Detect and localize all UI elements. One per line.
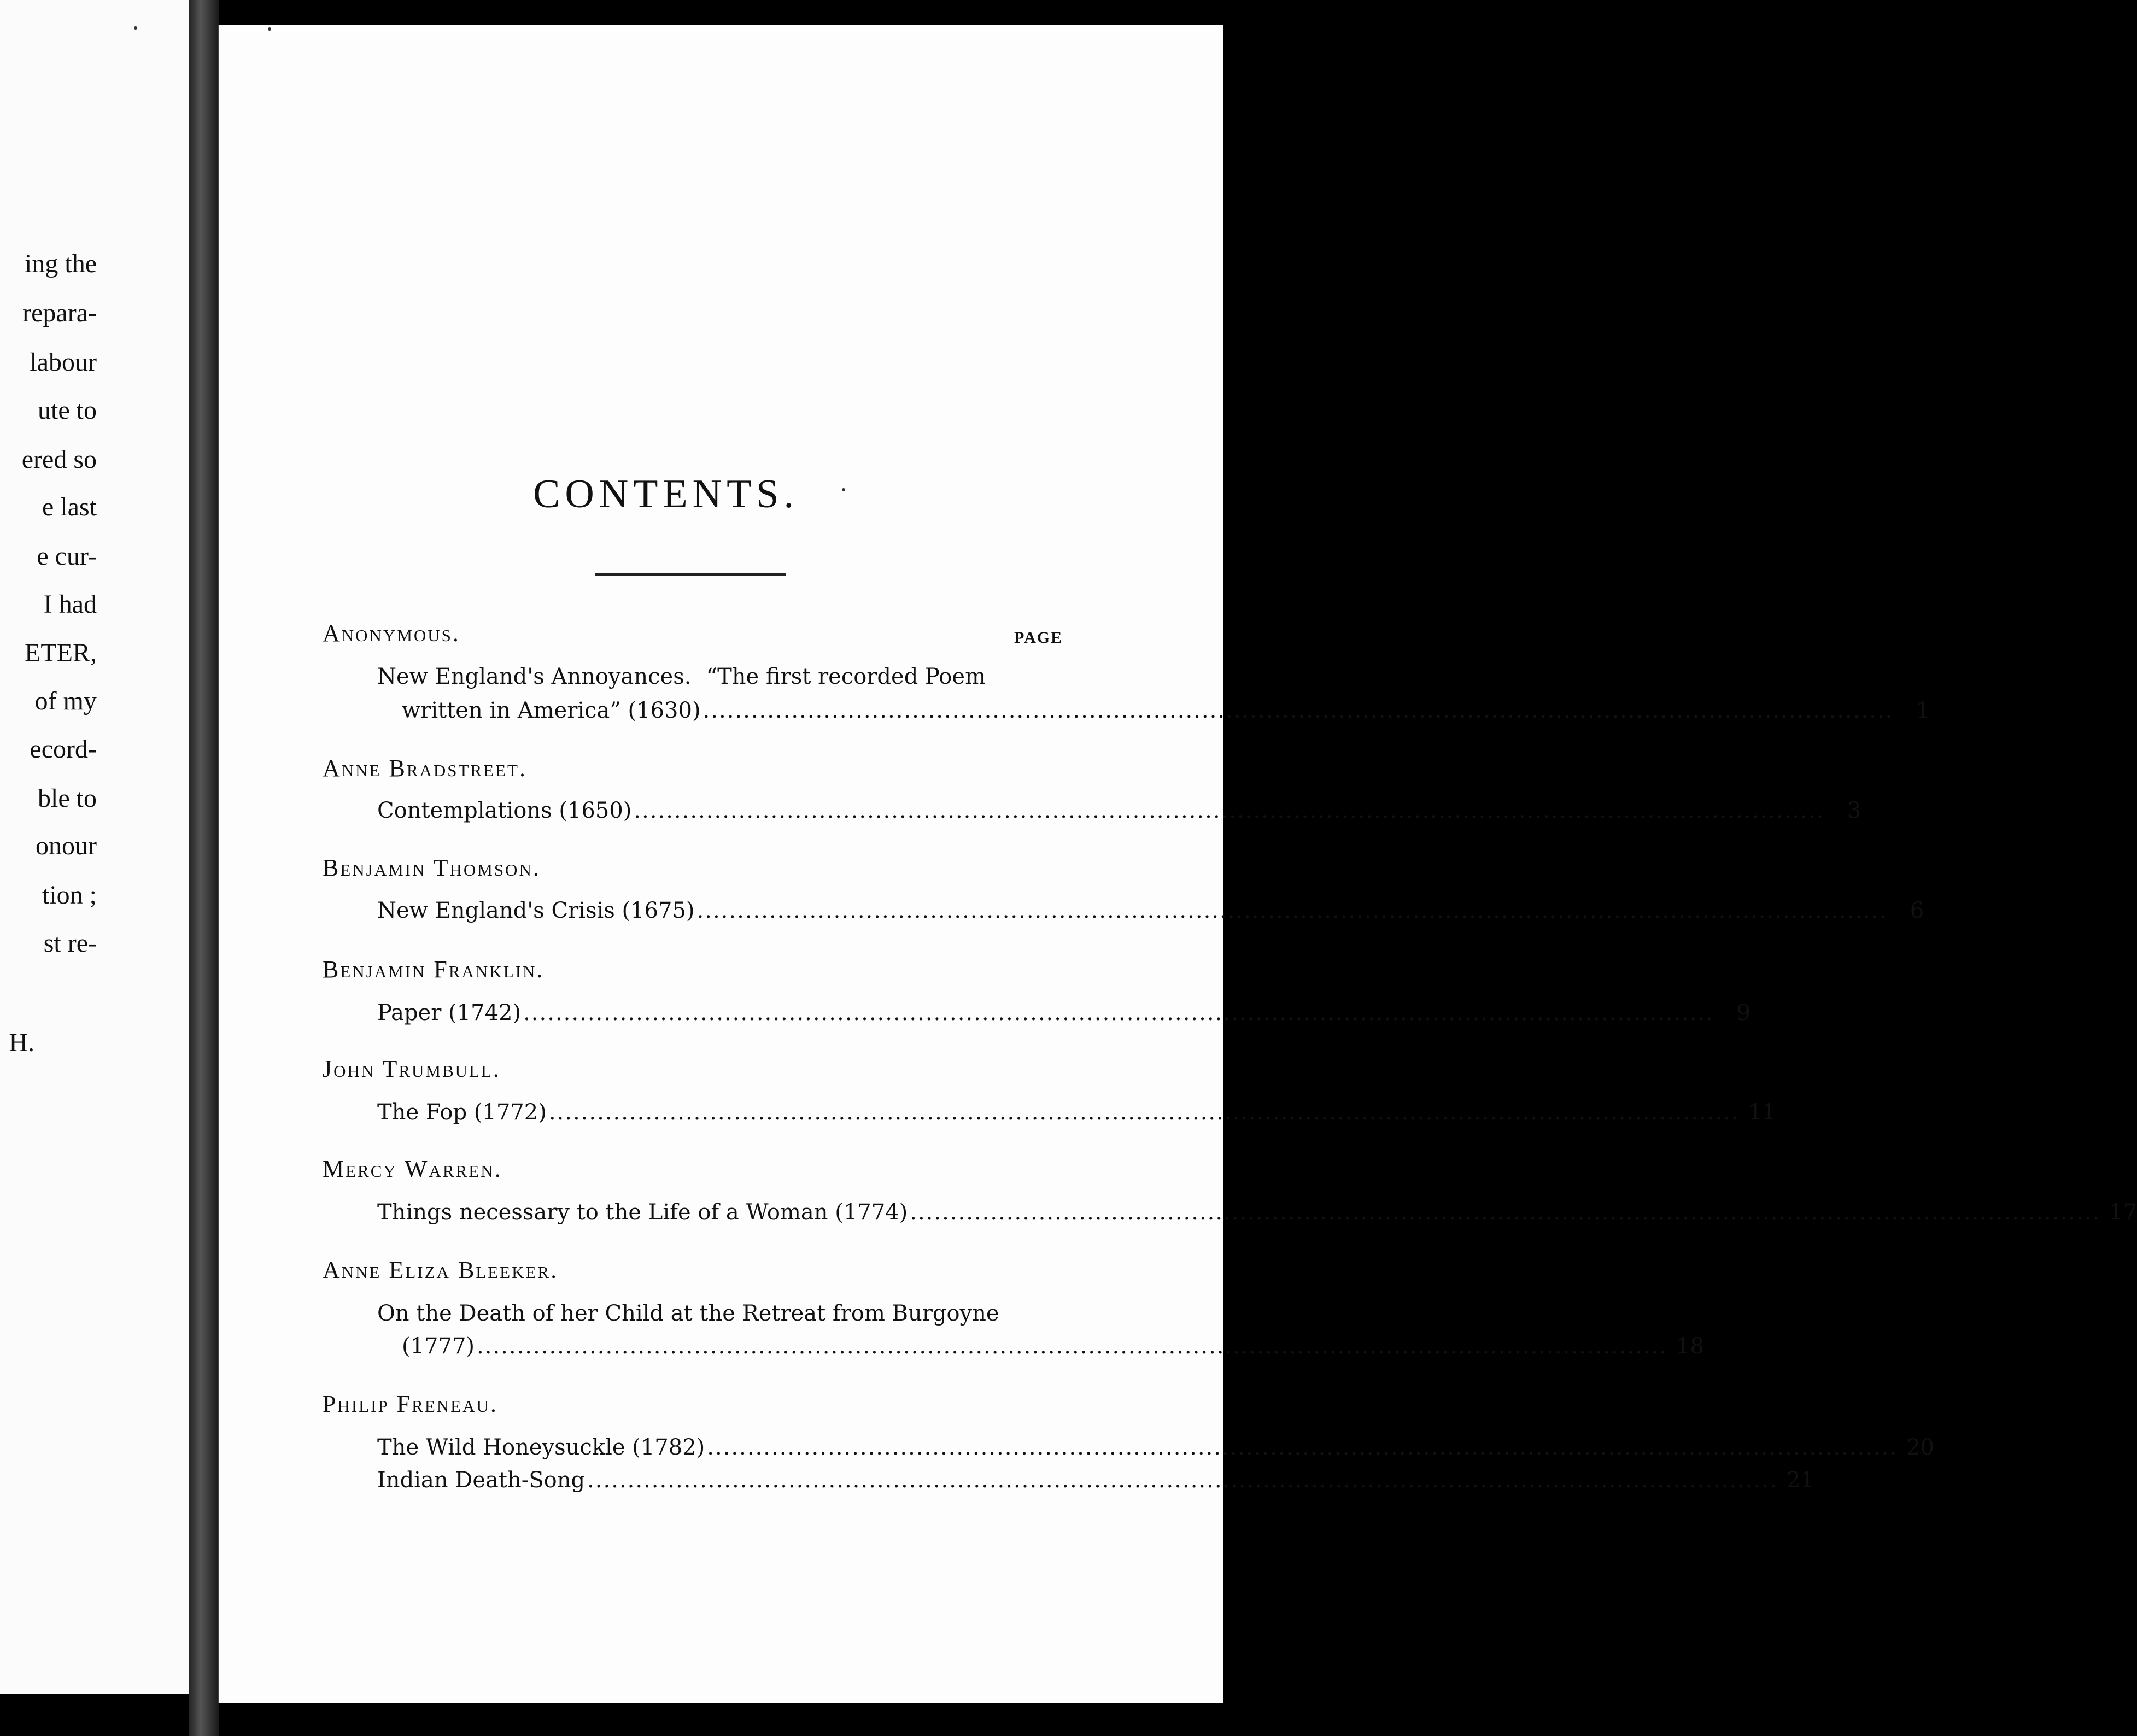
left-page xyxy=(0,0,190,1694)
print-speck xyxy=(268,27,271,31)
entry-title: Things necessary to the Life of a Woman (1774) xyxy=(377,1200,908,1225)
leader-dots: .................................................................................................................................................... xyxy=(696,898,1888,923)
entry-page-number: 18 xyxy=(1676,1334,1704,1359)
left-page-line: tion ; xyxy=(42,881,97,910)
entry-page-number: 9 xyxy=(1736,1000,1750,1025)
author-heading: Philip Freneau. xyxy=(323,1391,498,1417)
leader-dots: .................................................................................................................................................... xyxy=(707,1435,1898,1460)
left-page-line: onour xyxy=(36,831,97,860)
author-heading: Anne Eliza Bleeker. xyxy=(323,1257,559,1283)
entry-title-cont: “The first recorded Poem xyxy=(706,664,986,689)
author-heading: Anonymous. xyxy=(323,620,460,647)
entry-title: Contemplations (1650) xyxy=(377,798,632,823)
entry-title: New England's Annoyances. xyxy=(377,664,692,689)
left-page-line: e last xyxy=(42,492,97,521)
left-page-line: ETER, xyxy=(25,638,97,667)
entry-line xyxy=(377,1301,1027,1326)
author-heading: Mercy Warren. xyxy=(323,1156,502,1182)
left-page-line: repara- xyxy=(22,298,97,327)
left-page-line: st re- xyxy=(43,929,97,958)
leader-dots: .................................................................................................................................................... xyxy=(910,1200,2101,1225)
leader-dots: .................................................................................................................................................... xyxy=(477,1334,1667,1359)
author-heading: Benjamin Franklin. xyxy=(323,956,545,983)
toc-entry[interactable] xyxy=(377,1100,1776,1125)
left-page-line: ble to xyxy=(38,784,97,813)
leader-dots: .................................................................................................................................................... xyxy=(523,1000,1714,1025)
entry-title: written in America” (1630) xyxy=(402,698,701,723)
entry-page-number: 21 xyxy=(1786,1468,1814,1493)
contents-title: CONTENTS. xyxy=(533,472,799,517)
title-rule xyxy=(595,573,786,576)
print-speck xyxy=(134,26,137,30)
left-page-line: e cur- xyxy=(37,542,97,571)
book-gutter xyxy=(189,0,219,1736)
entry-title: On the Death of her Child at the Retreat from Burgoyne xyxy=(377,1301,999,1326)
author-heading: Anne Bradstreet. xyxy=(323,755,527,782)
toc-entry[interactable] xyxy=(402,1334,1704,1359)
toc-entry[interactable] xyxy=(377,798,1861,823)
print-speck xyxy=(842,488,845,491)
entry-page-number: 20 xyxy=(1906,1435,1935,1460)
entry-title: Paper (1742) xyxy=(377,1000,522,1025)
left-page-line: ute to xyxy=(38,396,97,425)
left-page-line: of my xyxy=(34,687,97,715)
entry-line xyxy=(377,664,1027,689)
leader-dots: .................................................................................................................................................... xyxy=(702,698,1894,723)
author-heading: Benjamin Thomson. xyxy=(323,854,541,881)
entry-page-number: 6 xyxy=(1910,898,1924,923)
entry-title: The Wild Honeysuckle (1782) xyxy=(377,1435,705,1460)
toc-entry[interactable] xyxy=(402,698,1930,723)
entry-title: (1777) xyxy=(402,1334,475,1359)
leader-dots: .................................................................................................................................................... xyxy=(548,1100,1740,1125)
toc-entry[interactable] xyxy=(377,1435,1935,1460)
page-column-header: PAGE xyxy=(1014,629,1063,647)
toc-entry[interactable] xyxy=(377,1000,1750,1025)
left-page-line: ecord- xyxy=(30,735,97,764)
entry-title: New England's Crisis (1675) xyxy=(377,898,695,923)
entry-page-number: 11 xyxy=(1748,1100,1776,1125)
left-page-line: H. xyxy=(9,1028,34,1057)
entry-page-number: 3 xyxy=(1847,798,1861,823)
toc-entry[interactable] xyxy=(377,898,1924,923)
leader-dots: .................................................................................................................................................... xyxy=(634,798,1825,823)
entry-page-number: 17 xyxy=(2109,1200,2137,1225)
toc-entry[interactable] xyxy=(377,1200,2137,1225)
left-page-line: I had xyxy=(43,590,97,619)
entry-title: Indian Death-Song xyxy=(377,1468,586,1493)
left-page-line: labour xyxy=(30,348,97,377)
left-page-line: ered so xyxy=(21,445,97,474)
author-heading: John Trumbull. xyxy=(323,1055,501,1082)
entry-page-number: 1 xyxy=(1916,698,1930,723)
leader-dots: .................................................................................................................................................... xyxy=(587,1468,1778,1493)
entry-title: The Fop (1772) xyxy=(377,1100,547,1125)
toc-entry[interactable] xyxy=(377,1468,1814,1493)
left-page-line: ing the xyxy=(25,249,97,278)
